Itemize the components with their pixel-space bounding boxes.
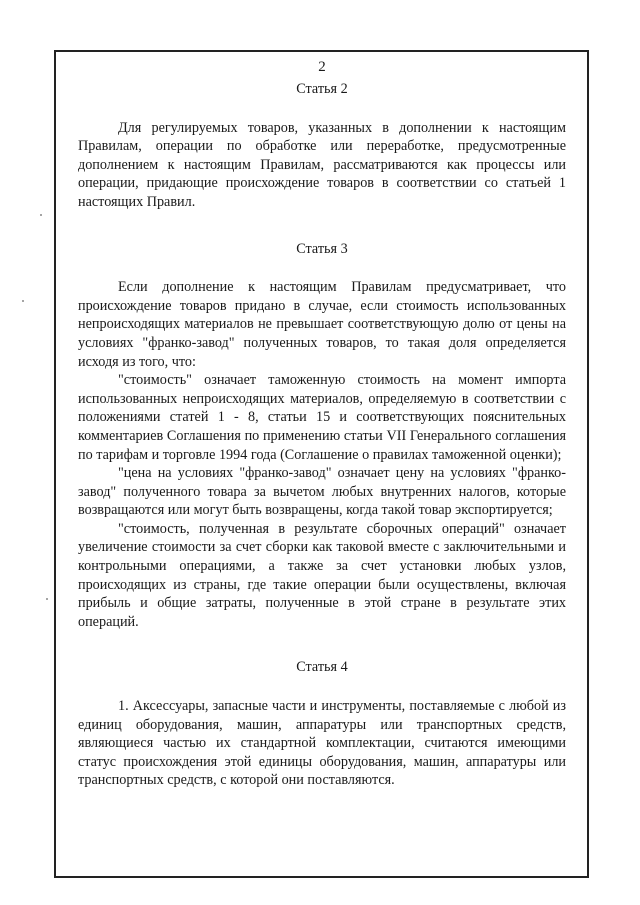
article-2-title: Статья 2 [296,81,348,97]
article-4-paragraph-1: 1. Аксессуары, запасные части и инструменты, поставляемые с любой из единиц оборудования, машин, аппаратуры или транспортных средств, являющиеся частью их стандартной комплектации, считаются имеющими статус происхождения этой единицы оборудования, машин, аппаратуры или транспортных средств, с которой они поставляются. [78,698,566,789]
article-3-title: Статья 3 [296,240,348,257]
scan-speck [22,300,24,302]
page-number: 2 [318,59,326,75]
article-2-paragraph: Для регулируемых товаров, указанных в дополнении к настоящим Правилам, операции по обработке или переработке, предусмотренные дополнением к настоящим Правилам, рассматриваются как процессы или операции, придающие происхождение товаров в соответствии со статьей 1 настоящих Правил. [78,119,566,210]
article-3-definition-ex-works-price: "цена на условиях "франко-завод" означает цену на условиях "франко-завод" полученного товара за вычетом любых внутренних налогов, которые возвращаются или могут быть возвращены, когда такой товар экспортируется; [78,465,566,519]
article-4-title: Статья 4 [296,659,348,676]
article-3-definition-assembly-value: "стоимость, полученная в результате сборочных операций" означает увеличение стоимости за счет сборки как таковой вместе с заключительными и контрольными операциями, а также за счет установки любых узлов, происходящих из страны, где такие операции были осуществлены, включая прибыль и общие затраты, полученные в этой стране в результате этих операций. [78,520,566,630]
scan-speck [40,214,42,216]
document-body [78,58,566,790]
scan-speck [46,598,48,600]
article-3-paragraph-1: Если дополнение к настоящим Правилам предусматривает, что происхождение товаров придано в случае, если стоимость использованных непроисходящих материалов не превышает соответствующую долю от цены на условиях "франко-завод" полученных товаров, то такая доля определяется исходя из того, что: [78,279,566,370]
article-3-definition-cost: "стоимость" означает таможенную стоимость на момент импорта использованных непроисходящих материалов, определяемую в соответствии с положениями статей 1 - 8, статьи 15 и соответствующих пояснительных комментариев Соглашения по применению статьи VII Генерального соглашения по тарифам и торговле 1994 года (Соглашение о правилах таможенной оценки); [78,372,566,463]
